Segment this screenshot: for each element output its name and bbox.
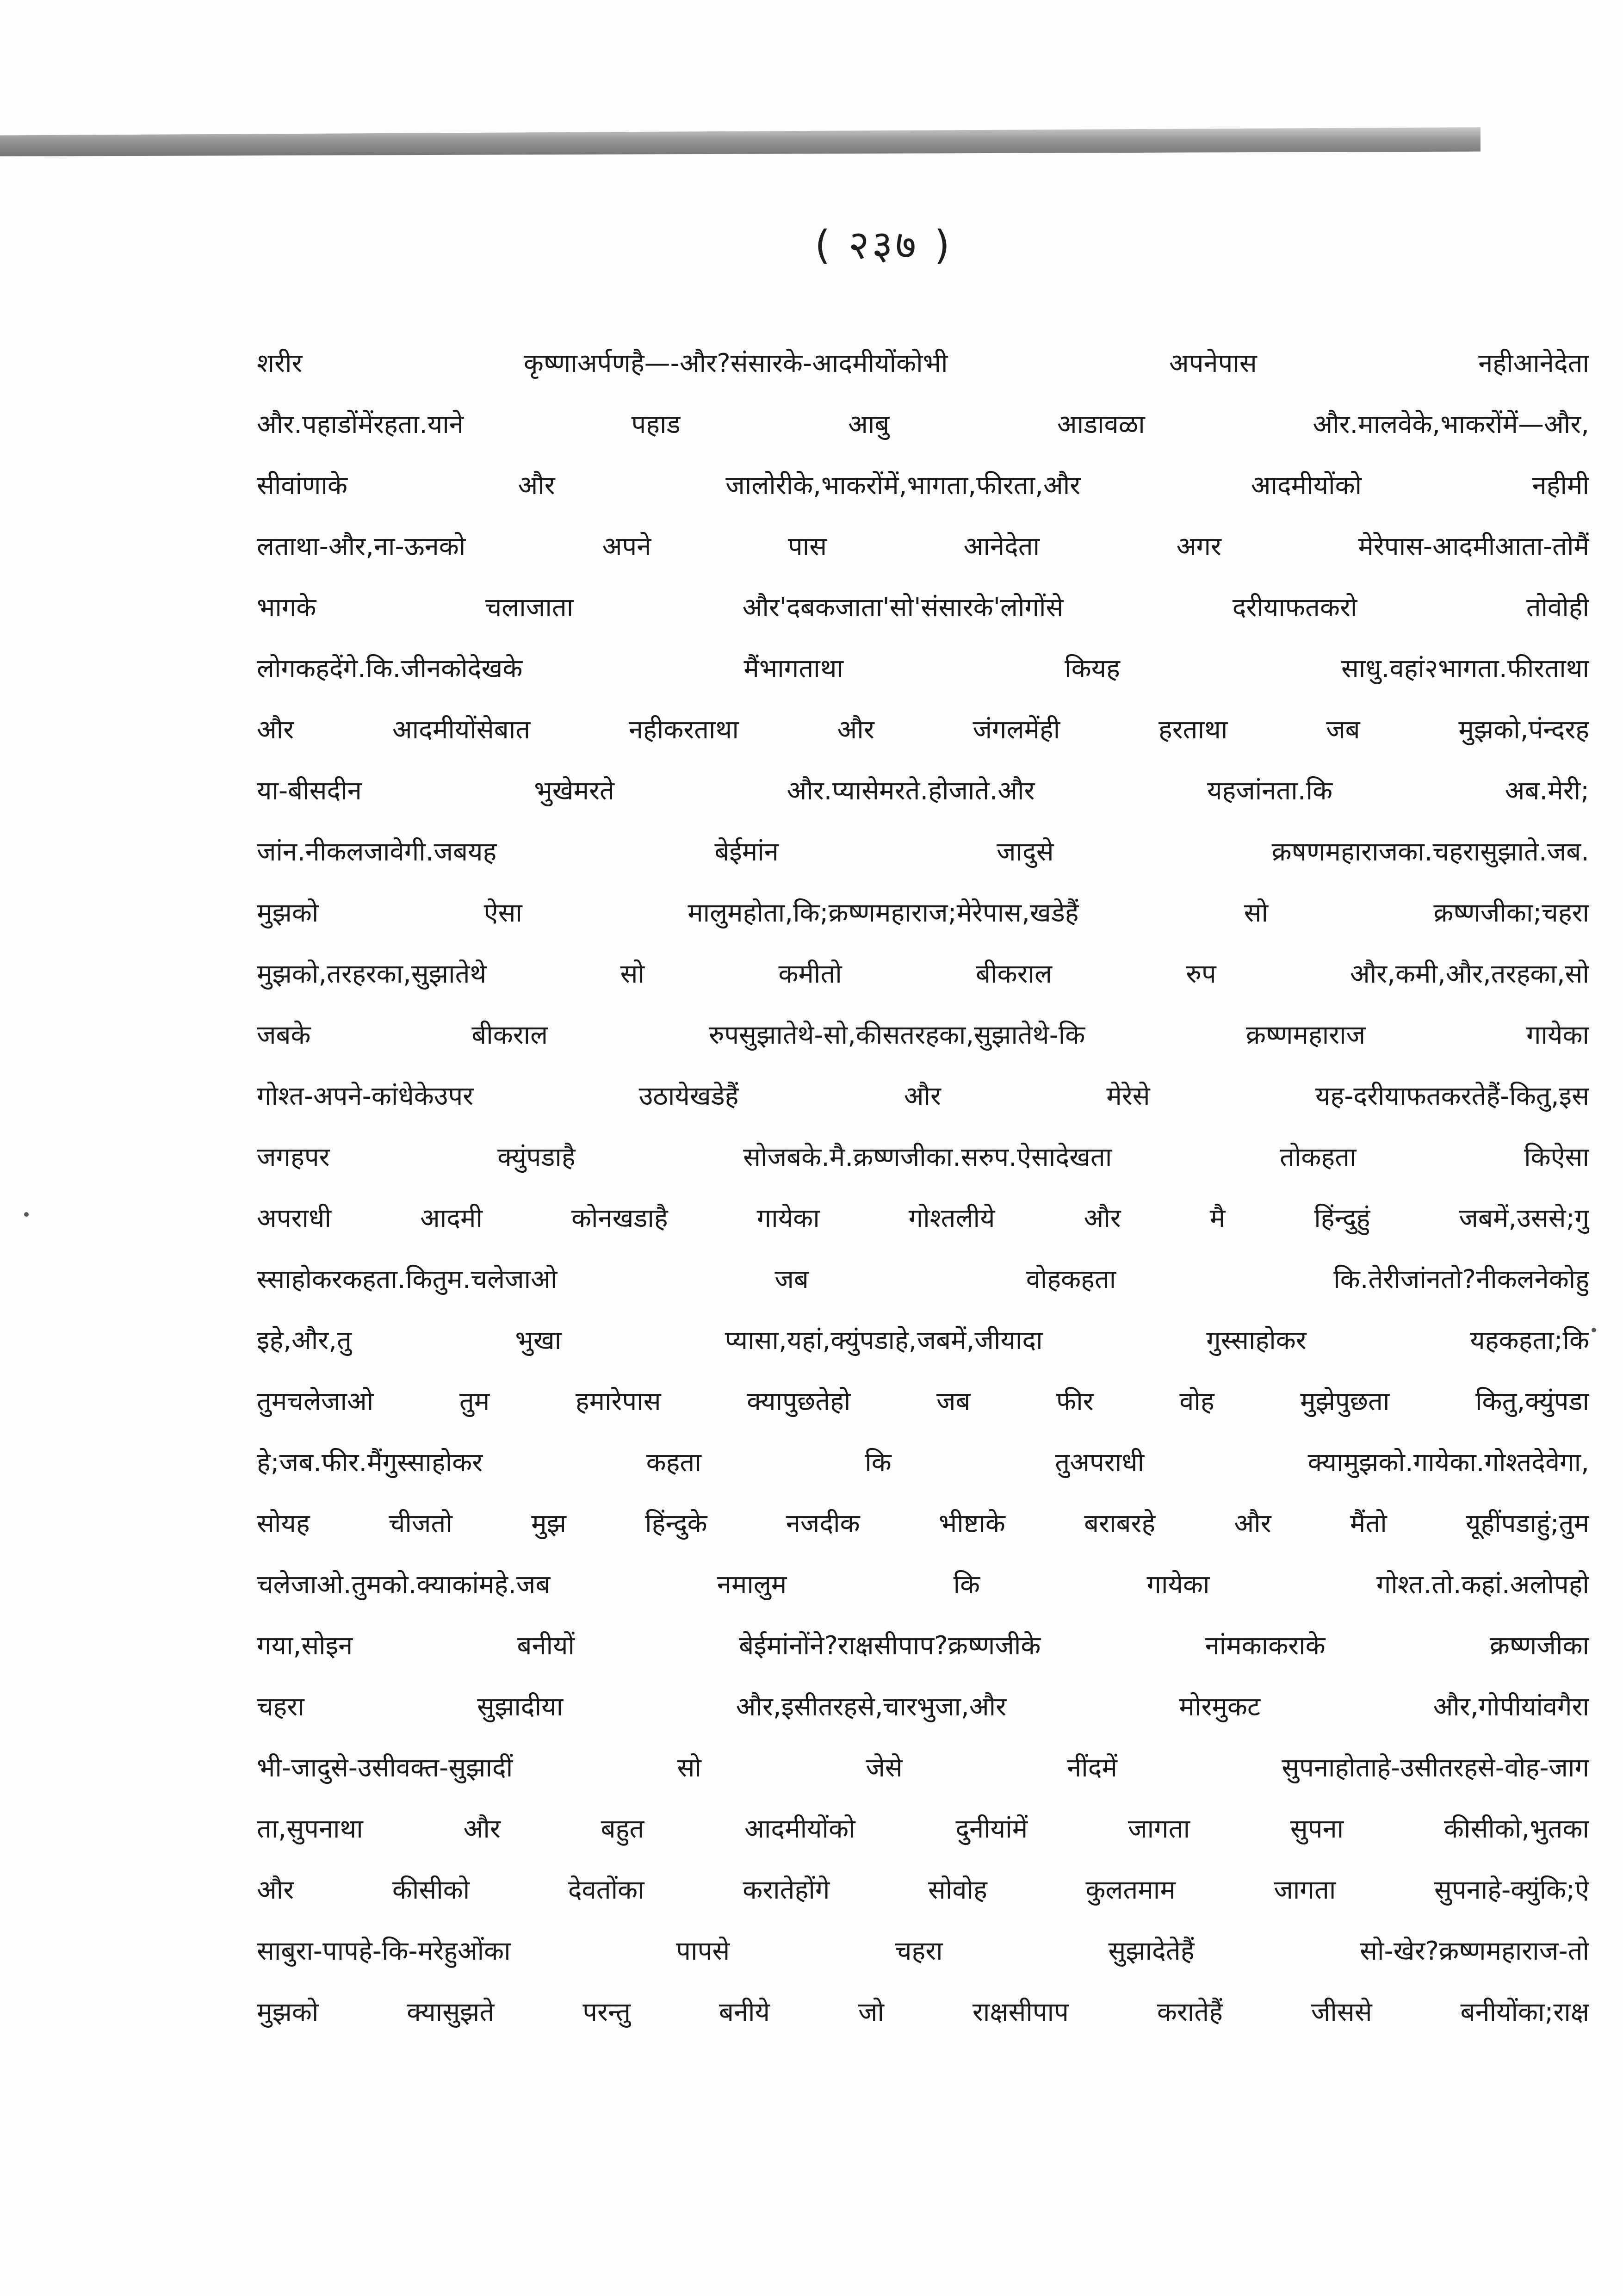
text-line: तुमचलेजाओ तुम हमारेपास क्यापुछतेहो जब फीर वोह मुझेपुछता कितु,क्युंपडा bbox=[257, 1386, 1589, 1417]
text-line: जबके बीकराल रुपसुझातेथे-सो,कीसतरहका,सुझातेथे-कि क्रष्णमहाराज गायेका bbox=[257, 1020, 1589, 1050]
text-line: चहरा सुझादीया और,इसीतरहसे,चारभुजा,और मोरमुकट और,गोपीयांवगैरा bbox=[257, 1692, 1589, 1722]
body-text bbox=[257, 333, 1589, 2043]
text-line: चलेजाओ.तुमको.क्याकांमहे.जब नमालुम कि गायेका गोश्त.तो.कहां.अलोपहो bbox=[257, 1570, 1589, 1600]
text-line: गोश्त-अपने-कांधेकेउपर उठायेखडेहैं और मेरेसे यह-दरीयाफतकरतेहैं-कितु,इस bbox=[257, 1081, 1589, 1111]
text-line: स्साहोकरकहता.कितुम.चलेजाओ जब वोहकहता कि.तेरीजांनतो?नीकलनेकोहु bbox=[257, 1264, 1589, 1294]
text-line: इहे,और,तु भुखा प्यासा,यहां,क्युंपडाहे,जबमें,जीयादा गुस्साहोकर यहकहता;कि bbox=[257, 1325, 1589, 1355]
text-line: जांन.नीकलजावेगी.जबयह बेईमांन जादुसे क्रषणमहाराजका.चहरासुझाते.जब. bbox=[257, 837, 1589, 867]
text-line: और कीसीको देवतोंका करातेहोंगे सोवोह कुलतमाम जागता सुपनाहे-क्युंकि;ऐ bbox=[257, 1875, 1589, 1905]
text-line: भागके चलाजाता और'दबकजाता'सो'संसारके'लोगोंसे दरीयाफतकरो तोवोही bbox=[257, 593, 1589, 623]
text-line: भी-जादुसे-उसीवक्त-सुझादीं सो जेसे नींदमें सुपनाहोताहे-उसीतरहसे-वोह-जाग bbox=[257, 1753, 1589, 1783]
text-line: शरीर कृष्णाअर्पणहै—-और?संसारके-आदमीयोंकोभी अपनेपास नहीआनेदेता bbox=[257, 348, 1589, 378]
scan-speck bbox=[1592, 1328, 1596, 1332]
text-line: सीवांणाके और जालोरीके,भाकरोंमें,भागता,फीरता,और आदमीयोंको नहीमी bbox=[257, 470, 1589, 501]
text-line: सोयह चीजतो मुझ हिंन्दुके नजदीक भीष्टाके बराबरहे और मैंतो यूहींपडाहुं;तुम bbox=[257, 1509, 1589, 1539]
text-line: मुझको क्यासुझते परन्तु बनीये जो राक्षसीपाप करातेहैं जीससे बनीयोंका;राक्ष bbox=[257, 1997, 1589, 2027]
text-line: ता,सुपनाथा और बहुत आदमीयोंको दुनीयांमें जागता सुपना कीसीको,भुतका bbox=[257, 1814, 1589, 1844]
text-line: लोगकहदेंगे.कि.जीनकोदेखके मैंभागताथा कियह साधु.वहां२भागता.फीरताथा bbox=[257, 654, 1589, 684]
text-line: मुझको,तरहरका,सुझातेथे सो कमीतो बीकराल रुप और,कमी,और,तरहका,सो bbox=[257, 959, 1589, 989]
scan-edge-shadow bbox=[0, 124, 1481, 156]
text-line: जगहपर क्युंपडाहै सोजबके.मै.क्रष्णजीका.सरुप.ऐसादेखता तोकहता किऐसा bbox=[257, 1142, 1589, 1172]
text-line: या-बीसदीन भुखेमरते और.प्यासेमरते.होजाते.और यहजांनता.कि अब.मेरी; bbox=[257, 776, 1589, 806]
text-line: अपराधी आदमी कोनखडाहै गायेका गोश्तलीये और मै हिंन्दुहुं जबमें,उससे;गु bbox=[257, 1203, 1589, 1233]
text-line: लताथा-और,ना-ऊनको अपने पास आनेदेता अगर मेरेपास-आदमीआता-तोमैं bbox=[257, 532, 1589, 562]
page-number: ( २३७ ) bbox=[815, 222, 953, 268]
scan-speck bbox=[24, 1212, 29, 1217]
text-line: और.पहाडोंमेंरहता.याने पहाड आबु आडावळा और.मालवेके,भाकरोंमें—और, bbox=[257, 409, 1589, 439]
text-line: हे;जब.फीर.मैंगुस्साहोकर कहता कि तुअपराधी क्यामुझको.गायेका.गोश्तदेवेगा, bbox=[257, 1448, 1589, 1478]
text-line: साबुरा-पापहे-कि-मरेहुओंका पापसे चहरा सुझादेतेहैं सो-खेर?क्रष्णमहाराज-तो bbox=[257, 1936, 1589, 1966]
text-line: मुझको ऐसा मालुमहोता,कि;क्रष्णमहाराज;मेरेपास,खडेहैं सो क्रष्णजीका;चहरा bbox=[257, 898, 1589, 928]
text-line: और आदमीयोंसेबात नहीकरताथा और जंगलमेंही हरताथा जब मुझको,पंन्दरह bbox=[257, 715, 1589, 745]
text-line: गया,सोइन बनीयों बेईमांनोंने?राक्षसीपाप?क्रष्णजीके नांमकाकराके क्रष्णजीका bbox=[257, 1631, 1589, 1661]
